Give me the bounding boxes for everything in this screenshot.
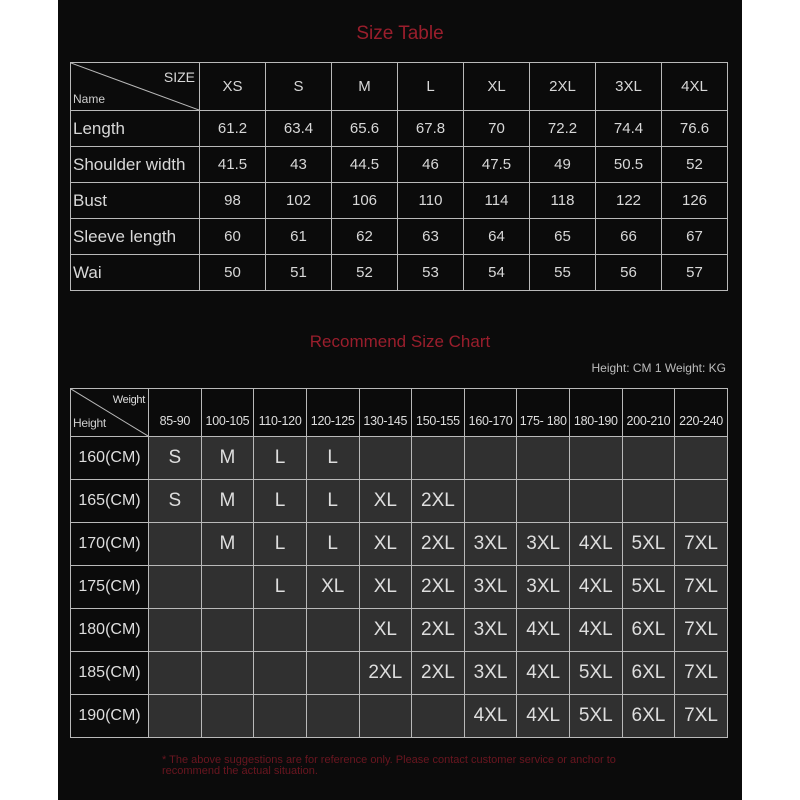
recommend-cell: 4XL <box>570 523 623 566</box>
size-cell: 44.5 <box>332 147 398 183</box>
unit-note: Height: CM 1 Weight: KG <box>591 361 726 375</box>
recommend-cell: M <box>201 523 254 566</box>
recommend-cell: 3XL <box>464 609 517 652</box>
recommend-cell <box>464 437 517 480</box>
size-cell: 53 <box>398 255 464 291</box>
size-row <box>71 219 728 255</box>
recommend-cell <box>201 566 254 609</box>
size-cell: 62 <box>332 219 398 255</box>
recommend-cell: 2XL <box>412 480 465 523</box>
recommend-cell: 3XL <box>517 523 570 566</box>
recommend-cell: L <box>254 480 307 523</box>
recommend-cell <box>149 523 202 566</box>
recommend-row <box>71 480 728 523</box>
recommend-title: Recommend Size Chart <box>309 332 491 351</box>
size-cell: 41.5 <box>200 147 266 183</box>
size-cell: 43 <box>266 147 332 183</box>
recommend-cell: 2XL <box>412 523 465 566</box>
size-header-4xl: 4XL <box>662 63 728 111</box>
size-cell: 64 <box>464 219 530 255</box>
recommend-row <box>71 566 728 609</box>
recommend-cell: M <box>201 480 254 523</box>
recommend-row <box>71 652 728 695</box>
size-cell: 57 <box>662 255 728 291</box>
recommend-cell: 7XL <box>675 652 728 695</box>
recommend-cell <box>201 652 254 695</box>
recommend-cell <box>675 437 728 480</box>
corner-weight-label: Weight <box>112 394 145 406</box>
recommend-cell: XL <box>359 480 412 523</box>
recommend-cell: 3XL <box>464 566 517 609</box>
size-row-label: Bust <box>71 183 200 219</box>
recommend-cell <box>359 695 412 738</box>
recommend-row <box>71 523 728 566</box>
size-cell: 67.8 <box>398 111 464 147</box>
size-cell: 76.6 <box>662 111 728 147</box>
recommend-cell: S <box>149 480 202 523</box>
weight-header: 180-190 <box>570 389 623 437</box>
size-row-label: Sleeve length <box>71 219 200 255</box>
recommend-cell: L <box>306 437 359 480</box>
recommend-cell: L <box>254 566 307 609</box>
size-cell: 52 <box>332 255 398 291</box>
corner-height-label: Height <box>73 416 106 430</box>
size-cell: 49 <box>530 147 596 183</box>
size-cell: 60 <box>200 219 266 255</box>
recommend-cell <box>464 480 517 523</box>
recommend-corner-cell <box>71 389 149 437</box>
recommend-cell <box>412 437 465 480</box>
size-header-3xl: 3XL <box>596 63 662 111</box>
recommend-cell: XL <box>359 609 412 652</box>
size-row <box>71 255 728 291</box>
size-cell: 67 <box>662 219 728 255</box>
recommend-cell: 5XL <box>622 523 675 566</box>
recommend-cell: 4XL <box>570 609 623 652</box>
height-label: 160(CM) <box>71 437 149 480</box>
size-header-s: S <box>266 63 332 111</box>
size-header-m: M <box>332 63 398 111</box>
recommend-cell: L <box>254 437 307 480</box>
recommend-cell <box>306 652 359 695</box>
recommend-cell: 7XL <box>675 609 728 652</box>
size-cell: 61.2 <box>200 111 266 147</box>
recommend-cell: 2XL <box>359 652 412 695</box>
recommend-cell: 2XL <box>412 652 465 695</box>
recommend-cell <box>412 695 465 738</box>
weight-header: 200-210 <box>622 389 675 437</box>
recommend-cell: 2XL <box>412 609 465 652</box>
recommend-cell <box>201 695 254 738</box>
recommend-cell: XL <box>306 566 359 609</box>
footnote: * The above suggestions are for reference only. Please contact customer service or anchor to recommend the actual situation. <box>162 754 616 777</box>
size-cell: 61 <box>266 219 332 255</box>
weight-header: 160-170 <box>464 389 517 437</box>
size-cell: 72.2 <box>530 111 596 147</box>
size-table <box>70 62 728 291</box>
recommend-cell <box>622 480 675 523</box>
recommend-cell <box>254 695 307 738</box>
recommend-cell <box>622 437 675 480</box>
recommend-cell: M <box>201 437 254 480</box>
recommend-cell: 4XL <box>517 609 570 652</box>
recommend-cell <box>149 652 202 695</box>
size-row <box>71 183 728 219</box>
recommend-cell <box>254 652 307 695</box>
size-header-2xl: 2XL <box>530 63 596 111</box>
size-cell: 122 <box>596 183 662 219</box>
recommend-cell: 4XL <box>517 695 570 738</box>
recommend-cell: L <box>306 480 359 523</box>
size-header-xs: XS <box>200 63 266 111</box>
recommend-cell: 2XL <box>412 566 465 609</box>
recommend-size-table <box>70 388 728 738</box>
size-cell: 98 <box>200 183 266 219</box>
size-cell: 106 <box>332 183 398 219</box>
recommend-cell <box>570 480 623 523</box>
weight-header: 220-240 <box>675 389 728 437</box>
recommend-cell: 6XL <box>622 695 675 738</box>
size-row-label: Length <box>71 111 200 147</box>
recommend-cell: L <box>254 523 307 566</box>
size-cell: 54 <box>464 255 530 291</box>
size-cell: 114 <box>464 183 530 219</box>
corner-name-label: Name <box>73 92 106 106</box>
weight-header: 110-120 <box>254 389 307 437</box>
recommend-cell: 7XL <box>675 523 728 566</box>
size-chart-panel <box>58 0 742 800</box>
size-row <box>71 111 728 147</box>
recommend-cell: 4XL <box>464 695 517 738</box>
recommend-row <box>71 437 728 480</box>
recommend-cell: 5XL <box>570 652 623 695</box>
recommend-cell: 7XL <box>675 566 728 609</box>
recommend-cell <box>517 437 570 480</box>
size-cell: 46 <box>398 147 464 183</box>
recommend-cell: 6XL <box>622 652 675 695</box>
size-header-row <box>71 63 728 111</box>
recommend-cell: XL <box>359 523 412 566</box>
size-cell: 110 <box>398 183 464 219</box>
recommend-cell: 4XL <box>570 566 623 609</box>
weight-header: 175- 180 <box>517 389 570 437</box>
recommend-cell <box>675 480 728 523</box>
recommend-row <box>71 695 728 738</box>
weight-header: 150-155 <box>412 389 465 437</box>
size-header-l: L <box>398 63 464 111</box>
recommend-cell: 4XL <box>517 652 570 695</box>
weight-header: 120-125 <box>306 389 359 437</box>
size-cell: 51 <box>266 255 332 291</box>
recommend-cell <box>149 566 202 609</box>
recommend-cell <box>306 695 359 738</box>
recommend-cell <box>570 437 623 480</box>
height-label: 170(CM) <box>71 523 149 566</box>
size-table-title: Size Table <box>356 23 444 44</box>
height-label: 175(CM) <box>71 566 149 609</box>
size-row <box>71 147 728 183</box>
corner-size-label: SIZE <box>163 69 195 85</box>
recommend-cell: 6XL <box>622 609 675 652</box>
height-label: 185(CM) <box>71 652 149 695</box>
size-cell: 102 <box>266 183 332 219</box>
recommend-cell: 3XL <box>517 566 570 609</box>
recommend-cell <box>149 695 202 738</box>
size-row-label: Wai <box>71 255 200 291</box>
size-cell: 55 <box>530 255 596 291</box>
recommend-cell <box>517 480 570 523</box>
size-cell: 118 <box>530 183 596 219</box>
size-cell: 74.4 <box>596 111 662 147</box>
weight-header: 85-90 <box>149 389 202 437</box>
height-label: 190(CM) <box>71 695 149 738</box>
recommend-cell: 7XL <box>675 695 728 738</box>
size-cell: 126 <box>662 183 728 219</box>
size-corner-cell <box>71 63 200 111</box>
recommend-cell: 5XL <box>570 695 623 738</box>
size-cell: 65 <box>530 219 596 255</box>
size-cell: 63.4 <box>266 111 332 147</box>
weight-header: 130-145 <box>359 389 412 437</box>
recommend-cell <box>254 609 307 652</box>
height-label: 180(CM) <box>71 609 149 652</box>
size-cell: 56 <box>596 255 662 291</box>
size-cell: 50.5 <box>596 147 662 183</box>
weight-header: 100-105 <box>201 389 254 437</box>
size-row-label: Shoulder width <box>71 147 200 183</box>
size-cell: 50 <box>200 255 266 291</box>
size-header-xl: XL <box>464 63 530 111</box>
recommend-cell: XL <box>359 566 412 609</box>
recommend-cell <box>149 609 202 652</box>
recommend-cell <box>359 437 412 480</box>
size-cell: 65.6 <box>332 111 398 147</box>
recommend-cell: 5XL <box>622 566 675 609</box>
recommend-row <box>71 609 728 652</box>
height-label: 165(CM) <box>71 480 149 523</box>
recommend-cell: L <box>306 523 359 566</box>
recommend-cell: 3XL <box>464 652 517 695</box>
weight-header-row <box>71 389 728 437</box>
size-cell: 47.5 <box>464 147 530 183</box>
recommend-cell <box>201 609 254 652</box>
size-cell: 52 <box>662 147 728 183</box>
recommend-cell <box>306 609 359 652</box>
recommend-cell: S <box>149 437 202 480</box>
size-cell: 70 <box>464 111 530 147</box>
recommend-cell: 3XL <box>464 523 517 566</box>
size-cell: 63 <box>398 219 464 255</box>
size-cell: 66 <box>596 219 662 255</box>
